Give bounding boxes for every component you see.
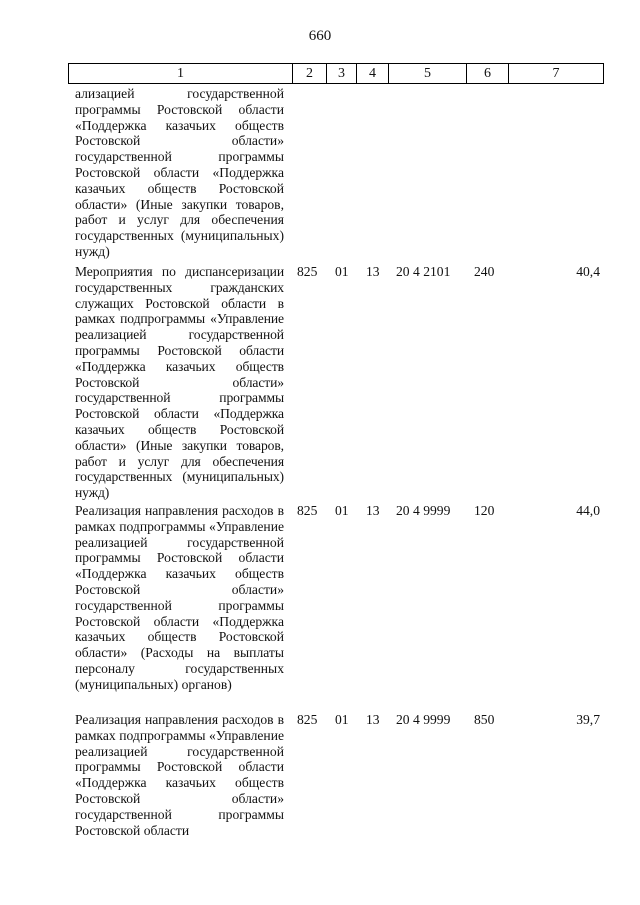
table-cell-gl: 825 xyxy=(297,264,318,279)
table-cell-cs: 20 4 9999 xyxy=(396,503,451,518)
table-row-name: ализацией государственной программы Ростовской области «Поддержка казачьих обществ Ростовской области» государственной программы Ростовской области «Поддержка казачьих обществ Ростовской области» (Иные закупки товаров, работ и услуг для обеспечения государственных (муниципальных) нужд) xyxy=(75,86,284,259)
table-cell-vr: 240 xyxy=(474,264,495,279)
column-header-2: 2 xyxy=(292,63,326,84)
table-cell-pr: 13 xyxy=(366,712,380,727)
table-cell-cs: 20 4 9999 xyxy=(396,712,451,727)
table-cell-pr: 13 xyxy=(366,503,380,518)
table-cell-sum: 44,0 xyxy=(576,503,600,518)
table-cell-sum: 39,7 xyxy=(576,712,600,727)
column-header-3: 3 xyxy=(326,63,356,84)
column-header-6: 6 xyxy=(466,63,508,84)
page-number: 660 xyxy=(308,28,332,44)
table-cell-gl: 825 xyxy=(297,503,318,518)
table-row-name: Реализация направления расходов в рамках подпрограммы «Управление реализацией государственной программы Ростовской области «Поддержка казачьих обществ Ростовской области» государственной программы Ростовской области xyxy=(75,712,284,838)
table-cell-vr: 120 xyxy=(474,503,495,518)
table-row-name: Реализация направления расходов в рамках подпрограммы «Управление реализацией государственной программы Ростовской области «Поддержка казачьих обществ Ростовской области» государственной программы Ростовской области «Поддержка казачьих обществ Ростовской области» (Расходы на выплаты персоналу государственных (муниципальных) органов) xyxy=(75,503,284,692)
table-cell-sum: 40,4 xyxy=(576,264,600,279)
column-header-7: 7 xyxy=(508,63,604,84)
table-cell-rz: 01 xyxy=(335,264,349,279)
column-header-1: 1 xyxy=(68,63,292,84)
column-header-4: 4 xyxy=(356,63,388,84)
table-cell-vr: 850 xyxy=(474,712,495,727)
table-cell-rz: 01 xyxy=(335,712,349,727)
table-cell-rz: 01 xyxy=(335,503,349,518)
table-row-name: Мероприятия по диспансеризации государственных гражданских служащих Ростовской области в рамках подпрограммы «Управление реализацией государственной программы Ростовской области «Поддержка казачьих обществ Ростовской области» государственной программы Ростовской области «Поддержка казачьих обществ Ростовской области» (Иные закупки товаров, работ и услуг для обеспечения государственных (муниципальных) нужд) xyxy=(75,264,284,501)
table-cell-gl: 825 xyxy=(297,712,318,727)
table-cell-cs: 20 4 2101 xyxy=(396,264,451,279)
table-cell-pr: 13 xyxy=(366,264,380,279)
column-header-5: 5 xyxy=(388,63,466,84)
